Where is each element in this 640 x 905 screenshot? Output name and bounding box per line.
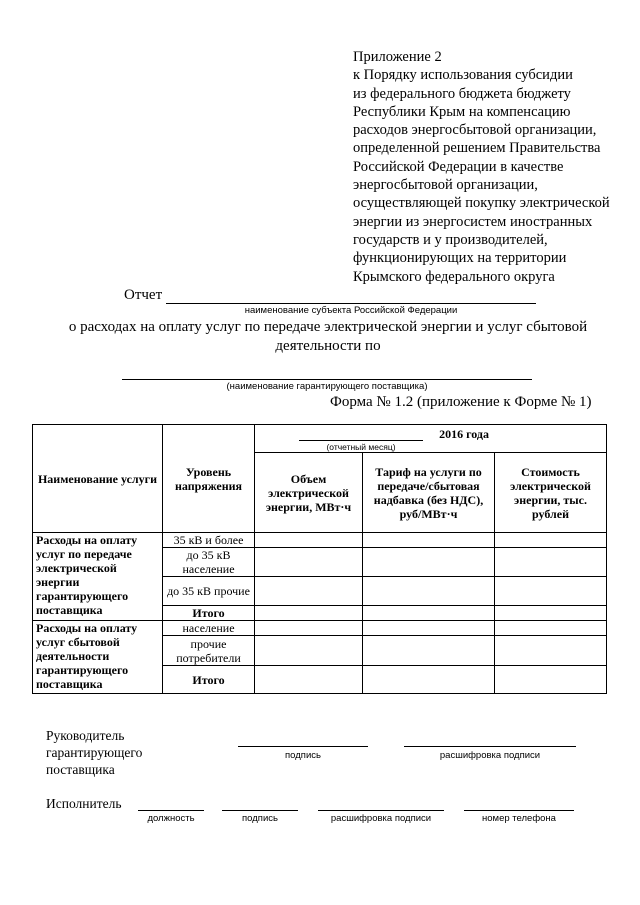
exec-position-line <box>138 810 204 811</box>
table-row <box>33 621 607 636</box>
subject-line <box>166 303 536 304</box>
exec-sign-caption: подпись <box>242 813 278 824</box>
subtitle-line-1: о расходах на оплату услуг по передаче электрической энергии и услуг сбытовой <box>68 319 588 335</box>
cost-cell[interactable] <box>495 666 607 694</box>
level-cell: до 35 кВ население <box>163 548 255 577</box>
tariff-cell[interactable] <box>363 577 495 606</box>
head-decode-caption: расшифровка подписи <box>439 750 541 761</box>
head-sign-caption: подпись <box>285 750 321 761</box>
report-table <box>32 424 607 694</box>
exec-decode-caption: расшифровка подписи <box>330 813 432 824</box>
header-cost: Стоимость электрической энергии, тыс. рублей <box>495 453 607 533</box>
head-sign-line <box>238 746 368 747</box>
appendix-line: Приложение 2 <box>353 49 442 65</box>
supplier-line <box>122 379 532 380</box>
head-label: Руководитель гарантирующего поставщика <box>46 728 143 777</box>
header-volume: Объем электрической энергии, МВт·ч <box>255 453 363 533</box>
tariff-cell[interactable] <box>363 548 495 577</box>
exec-decode-line <box>318 810 444 811</box>
form-label: Форма № 1.2 (приложение к Форме № 1) <box>330 394 592 410</box>
appendix-line: энергии из энергосистем иностранных <box>353 213 593 230</box>
appendix-line: из федерального бюджета бюджету <box>353 85 571 102</box>
period-caption: (отчетный месяц) <box>326 442 396 452</box>
level-cell-total: Итого <box>163 606 255 621</box>
cost-cell[interactable] <box>495 606 607 621</box>
subtitle-line-2: деятельности по <box>275 338 381 354</box>
group1-name: Расходы на оплату услуг по передаче электрической энергии гарантирующего поставщика <box>33 533 163 621</box>
volume-cell[interactable] <box>255 606 363 621</box>
level-cell: до 35 кВ прочие <box>163 577 255 606</box>
appendix-line: государств и у производителей, <box>353 231 548 248</box>
appendix-line: Российской Федерации в качестве <box>353 158 564 175</box>
volume-cell[interactable] <box>255 548 363 577</box>
appendix-line: осуществляющей покупку электрической <box>353 195 610 212</box>
exec-phone-caption: номер телефона <box>482 813 556 824</box>
level-cell-total: Итого <box>163 666 255 694</box>
report-subtitle <box>48 318 608 356</box>
executor-label: Исполнитель <box>46 796 122 811</box>
tariff-cell[interactable] <box>363 666 495 694</box>
subject-caption: наименование субъекта Российской Федерации <box>244 305 458 316</box>
appendix-line: к Порядку использования субсидии <box>353 67 573 84</box>
header-voltage: Уровень напряжения <box>163 425 255 533</box>
volume-cell[interactable] <box>255 666 363 694</box>
header-service: Наименование услуги <box>33 425 163 533</box>
tariff-cell[interactable] <box>363 533 495 548</box>
volume-cell[interactable] <box>255 577 363 606</box>
appendix-line: энергосбытовой организации, <box>353 177 538 194</box>
head-decode-line <box>404 746 576 747</box>
level-cell: 35 кВ и более <box>163 533 255 548</box>
level-cell: прочие потребители <box>163 636 255 666</box>
appendix-line: Республики Крым на компенсацию <box>353 103 571 120</box>
appendix-line: расходов энергосбытовой организации, <box>353 122 597 139</box>
table-row <box>33 533 607 548</box>
exec-phone-line <box>464 810 574 811</box>
supplier-caption: (наименование гарантирующего поставщика) <box>226 381 428 392</box>
volume-cell[interactable] <box>255 621 363 636</box>
cost-cell[interactable] <box>495 621 607 636</box>
exec-sign-line <box>222 810 298 811</box>
level-cell: население <box>163 621 255 636</box>
header-period <box>255 425 607 453</box>
tariff-cell[interactable] <box>363 621 495 636</box>
volume-cell[interactable] <box>255 636 363 666</box>
header-tariff: Тариф на услуги по передаче/сбытовая надбавка (без НДС), руб/МВт·ч <box>363 453 495 533</box>
tariff-cell[interactable] <box>363 636 495 666</box>
volume-cell[interactable] <box>255 533 363 548</box>
year-label: 2016 года <box>439 427 489 441</box>
tariff-cell[interactable] <box>363 606 495 621</box>
cost-cell[interactable] <box>495 548 607 577</box>
appendix-line: функционирующих на территории <box>353 250 567 267</box>
appendix-block <box>353 48 633 286</box>
appendix-line: Крымского федерального округа <box>353 268 555 285</box>
group2-name: Расходы на оплату услуг сбытовой деятельности гарантирующего поставщика <box>33 621 163 694</box>
cost-cell[interactable] <box>495 533 607 548</box>
cost-cell[interactable] <box>495 577 607 606</box>
exec-position-caption: должность <box>147 813 195 824</box>
appendix-line: определенной решением Правительства <box>353 140 601 157</box>
cost-cell[interactable] <box>495 636 607 666</box>
report-label: Отчет <box>124 287 163 303</box>
